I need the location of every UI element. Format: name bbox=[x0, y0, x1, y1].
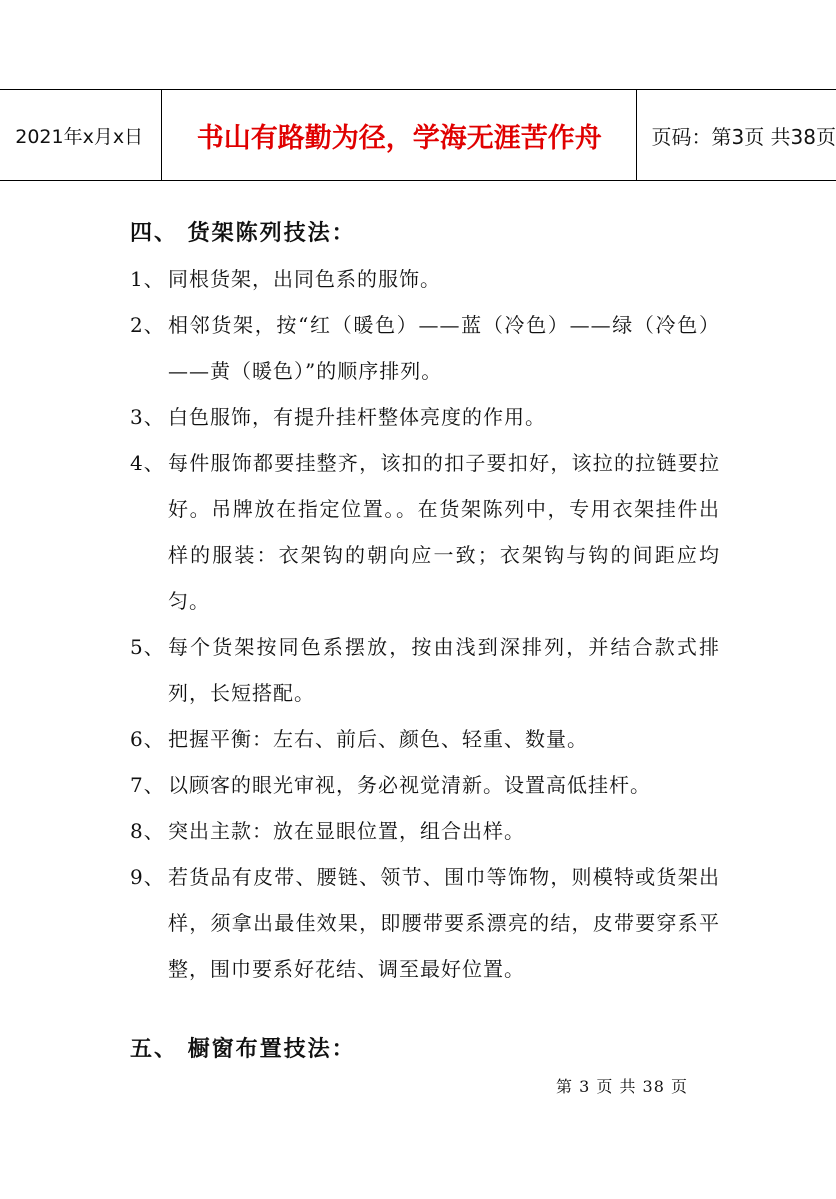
list-item-number: 3、 bbox=[130, 405, 165, 429]
list-item-number: 4、 bbox=[130, 451, 165, 475]
list-item-text: 把握平衡：左右、前后、颜色、轻重、数量。 bbox=[168, 727, 588, 751]
list-item-text: 突出主款：放在显眼位置，组合出样。 bbox=[168, 819, 525, 843]
header-date: 2021年x月x日 bbox=[0, 90, 162, 180]
list-item bbox=[130, 762, 720, 808]
list-item bbox=[130, 302, 720, 394]
page-header bbox=[0, 89, 836, 181]
list-item bbox=[130, 394, 720, 440]
section-title-4: 四、 货架陈列技法： bbox=[130, 221, 356, 246]
list-item-text: 相邻货架，按“红（暖色）——蓝（冷色）——绿（冷色）——黄（暖色）”的顺序排列。 bbox=[168, 313, 720, 383]
list-item-number: 7、 bbox=[130, 773, 165, 797]
header-motto: 书山有路勤为径，学海无涯苦作舟 bbox=[162, 90, 637, 180]
list-item-number: 2、 bbox=[130, 313, 165, 337]
section-spacer bbox=[130, 992, 720, 1028]
list-item-text: 每个货架按同色系摆放，按由浅到深排列，并结合款式排列，长短搭配。 bbox=[168, 635, 720, 705]
list-item-text: 每件服饰都要挂整齐，该扣的扣子要扣好，该拉的拉链要拉好。吊牌放在指定位置。。在货架陈列中，专用衣架挂件出样的服装：衣架钩的朝向应一致；衣架钩与钩的间距应均匀。 bbox=[168, 451, 720, 613]
list-item bbox=[130, 440, 720, 624]
page-footer: 第 3 页 共 38 页 bbox=[556, 1077, 688, 1096]
document-body bbox=[130, 212, 720, 1072]
list-item bbox=[130, 256, 720, 302]
list-item bbox=[130, 716, 720, 762]
list-item-text: 若货品有皮带、腰链、领节、围巾等饰物，则模特或货架出样，须拿出最佳效果，即腰带要系漂亮的结，皮带要穿系平整，围巾要系好花结、调至最好位置。 bbox=[168, 865, 720, 981]
list-item-number: 8、 bbox=[130, 819, 165, 843]
list-item bbox=[130, 854, 720, 992]
list-item-text: 同根货架，出同色系的服饰。 bbox=[168, 267, 441, 291]
list-item bbox=[130, 808, 720, 854]
list-item-number: 6、 bbox=[130, 727, 165, 751]
list-item-text: 白色服饰，有提升挂杆整体亮度的作用。 bbox=[168, 405, 546, 429]
section-title-5: 五、 橱窗布置技法： bbox=[130, 1037, 356, 1062]
list-item bbox=[130, 624, 720, 716]
list-item-number: 9、 bbox=[130, 865, 165, 889]
list-item-number: 5、 bbox=[130, 635, 165, 659]
list-item-text: 以顾客的眼光审视，务必视觉清新。设置高低挂杆。 bbox=[168, 773, 651, 797]
header-page-info: 页码：第3页 共38页 bbox=[651, 124, 836, 149]
list-item-number: 1、 bbox=[130, 267, 165, 291]
